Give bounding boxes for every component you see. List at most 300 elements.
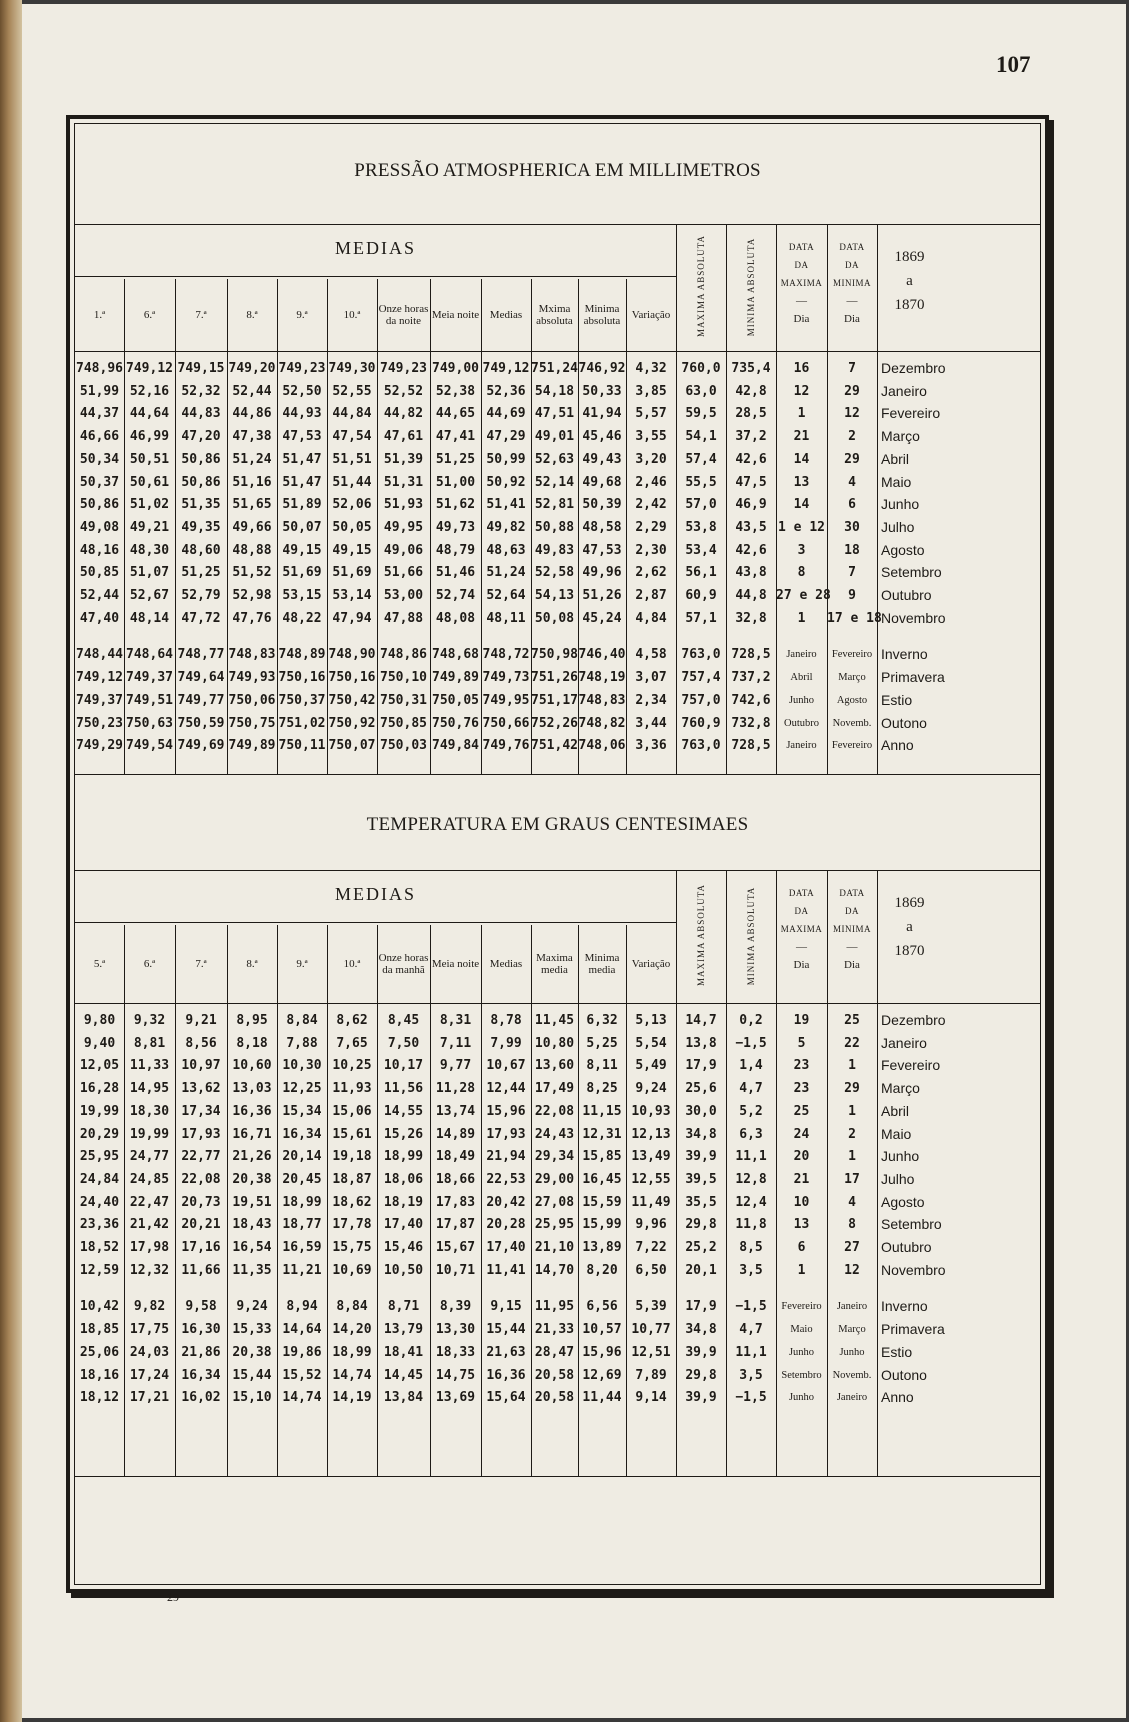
temperature-cell-13: 11,8 xyxy=(735,1217,767,1233)
temperature-cell-12: 20,1 xyxy=(685,1262,717,1278)
pressure-cell-7: 748,68 xyxy=(432,647,479,663)
temperature-cell-11: 10,77 xyxy=(631,1322,671,1338)
pressure-section xyxy=(75,124,1040,814)
temperature-cell-0: 25,06 xyxy=(79,1344,120,1360)
temperature-cell-10: 15,96 xyxy=(582,1344,622,1360)
pressure-cell-14: 1 xyxy=(797,610,806,626)
temperature-cell-12: 35,5 xyxy=(685,1194,717,1210)
temperature-cell-8: 8,78 xyxy=(490,1013,522,1028)
pressure-cell-6: 750,85 xyxy=(380,715,427,731)
temperature-cell-7: 11,28 xyxy=(435,1081,476,1097)
temperature-cell-0: 18,85 xyxy=(79,1322,120,1338)
pressure-cell-2: 47,20 xyxy=(181,429,221,445)
pressure-cell-16: Janeiro xyxy=(881,382,927,399)
temperature-cell-8: 17,93 xyxy=(486,1126,526,1142)
temperature-cell-6: 17,40 xyxy=(383,1217,424,1233)
pressure-cell-2: 750,59 xyxy=(177,715,225,731)
temperature-cell-3: 13,03 xyxy=(232,1081,272,1097)
pressure-cell-1: 749,37 xyxy=(126,670,173,686)
temperature-cell-16: Junho xyxy=(881,1148,920,1165)
temperature-cell-9: 22,08 xyxy=(534,1103,575,1119)
pressure-cell-14: 1 xyxy=(797,406,806,422)
pressure-cell-2: 52,32 xyxy=(181,383,221,399)
temperature-cell-15: Janeiro xyxy=(836,1301,868,1313)
temperature-cell-12: 39,5 xyxy=(685,1171,717,1187)
pressure-cell-6: 52,52 xyxy=(383,383,424,399)
temperature-cell-7: 18,33 xyxy=(435,1344,476,1360)
temperature-section xyxy=(75,814,1040,1584)
pressure-cell-12: 757,0 xyxy=(681,692,721,708)
pressure-cell-0: 749,12 xyxy=(76,670,123,686)
pressure-rot-header-1: MINIMA ABSOLUTA xyxy=(746,237,756,336)
temperature-cell-16: Maio xyxy=(881,1125,912,1142)
temperature-table-row xyxy=(75,1145,1040,1168)
pressure-cell-3: 52,98 xyxy=(232,588,272,603)
temperature-cell-7: 17,87 xyxy=(435,1217,476,1233)
temperature-cell-13: 5,2 xyxy=(739,1103,763,1119)
pressure-cell-5: 51,51 xyxy=(332,451,372,467)
temperature-cell-10: 11,44 xyxy=(582,1390,622,1406)
pressure-cell-15: 6 xyxy=(848,497,856,513)
temperature-cell-3: 20,38 xyxy=(232,1171,272,1187)
temperature-cell-15: Novemb. xyxy=(832,1369,872,1381)
pressure-table-row xyxy=(75,493,1040,516)
temperature-cell-0: 9,40 xyxy=(83,1035,116,1051)
pressure-cell-1: 51,07 xyxy=(129,565,170,581)
temperature-header-7: Meia noite xyxy=(431,958,480,970)
temperature-cell-11: 12,13 xyxy=(631,1126,671,1142)
pressure-medias-label: MEDIAS xyxy=(334,238,416,258)
pressure-data_min-line-3: — xyxy=(846,295,858,307)
pressure-cell-1: 51,02 xyxy=(129,497,170,513)
pressure-cell-15: 2 xyxy=(848,429,856,445)
temperature-data_max-line-0: DATA xyxy=(788,888,815,898)
temperature-cell-8: 20,42 xyxy=(486,1194,526,1210)
pressure-table-row xyxy=(75,561,1040,584)
temperature-header-8: Medias xyxy=(489,958,523,970)
pressure-cell-5: 47,94 xyxy=(332,610,372,626)
temperature-cell-10: 6,56 xyxy=(586,1299,618,1315)
pressure-header-4: 9.ª xyxy=(296,309,308,321)
pressure-cell-16: Maio xyxy=(881,473,912,490)
temperature-cell-3: 8,95 xyxy=(236,1013,268,1028)
temperature-cell-6: 18,19 xyxy=(383,1194,424,1210)
temperature-cell-4: 20,14 xyxy=(282,1149,322,1165)
temperature-cell-3: 16,71 xyxy=(232,1126,272,1142)
temperature-cell-5: 15,75 xyxy=(332,1240,372,1255)
temperature-cell-16: Abril xyxy=(881,1102,910,1119)
pressure-cell-2: 50,86 xyxy=(181,474,221,490)
pressure-cell-7: 52,38 xyxy=(435,383,476,399)
pressure-cell-14: 8 xyxy=(797,565,806,581)
temperature-cell-16: Janeiro xyxy=(881,1034,927,1051)
pressure-cell-13: 737,2 xyxy=(731,670,771,686)
pressure-header-6: Onze horas da noite xyxy=(378,303,429,327)
temperature-cell-7: 13,74 xyxy=(435,1103,476,1119)
temperature-data_max-line-4: Dia xyxy=(793,959,810,971)
pressure-cell-11: 3,44 xyxy=(635,715,667,731)
temperature-cell-6: 7,50 xyxy=(387,1035,420,1051)
temperature-cell-0: 12,05 xyxy=(79,1058,120,1074)
pressure-cell-5: 51,44 xyxy=(332,474,372,490)
temperature-cell-14: Maio xyxy=(790,1324,813,1336)
temperature-cell-16: Março xyxy=(881,1080,920,1097)
temperature-cell-12: 25,2 xyxy=(685,1240,717,1255)
pressure-cell-10: 51,26 xyxy=(582,588,622,603)
temperature-year-label-0: 1869 xyxy=(894,895,925,911)
temperature-table-row xyxy=(75,1236,1040,1259)
pressure-cell-1: 50,61 xyxy=(129,474,170,490)
temperature-cell-11: 13,49 xyxy=(631,1149,671,1165)
pressure-cell-0: 50,37 xyxy=(79,474,120,490)
temperature-cell-5: 10,25 xyxy=(332,1058,372,1074)
pressure-cell-6: 49,06 xyxy=(383,542,424,558)
pressure-cell-2: 749,77 xyxy=(177,692,225,708)
pressure-cell-3: 52,44 xyxy=(232,383,272,399)
pressure-cell-16: Anno xyxy=(881,737,914,754)
pressure-cell-0: 49,08 xyxy=(79,519,120,535)
pressure-cell-13: 37,2 xyxy=(735,429,767,445)
pressure-table-row xyxy=(75,516,1040,539)
pressure-cell-16: Primavera xyxy=(881,669,945,686)
table-inner-border xyxy=(74,123,1041,1585)
temperature-cell-11: 5,49 xyxy=(635,1058,667,1074)
temperature-cell-8: 11,41 xyxy=(486,1262,526,1278)
temperature-cell-2: 22,08 xyxy=(181,1171,221,1187)
pressure-cell-3: 749,20 xyxy=(228,361,276,376)
temperature-medias-label: MEDIAS xyxy=(334,884,416,904)
temperature-table-row xyxy=(75,1054,1040,1077)
temperature-cell-12: 29,8 xyxy=(685,1217,717,1233)
temperature-table-row xyxy=(75,1259,1040,1282)
temperature-year-label-1: a xyxy=(906,919,913,935)
temperature-cell-3: 16,36 xyxy=(232,1103,272,1119)
temperature-cell-9: 13,60 xyxy=(534,1058,575,1074)
pressure-cell-2: 51,25 xyxy=(181,565,221,581)
temperature-cell-13: 12,8 xyxy=(735,1171,767,1187)
pressure-cell-1: 50,51 xyxy=(129,451,170,467)
pressure-cell-0: 750,23 xyxy=(76,715,123,731)
pressure-cell-8: 749,95 xyxy=(482,692,530,708)
temperature-cell-9: 29,34 xyxy=(534,1149,575,1165)
temperature-cell-14: 6 xyxy=(797,1240,806,1255)
pressure-cell-6: 51,31 xyxy=(383,474,424,490)
temperature-cell-12: 34,8 xyxy=(685,1126,717,1142)
pressure-cell-0: 51,99 xyxy=(79,383,120,399)
temperature-cell-14: 21 xyxy=(793,1171,810,1187)
pressure-cell-11: 2,62 xyxy=(635,565,667,581)
temperature-cell-1: 19,99 xyxy=(129,1126,170,1142)
pressure-cell-4: 750,16 xyxy=(278,670,326,686)
pressure-cell-1: 48,30 xyxy=(129,542,170,558)
temperature-cell-14: Fevereiro xyxy=(781,1301,822,1313)
pressure-cell-13: 43,8 xyxy=(735,565,767,581)
pressure-cell-4: 51,69 xyxy=(282,565,322,581)
temperature-cell-5: 15,61 xyxy=(332,1126,372,1142)
pressure-cell-11: 5,57 xyxy=(635,406,667,422)
temperature-cell-10: 12,69 xyxy=(582,1367,622,1383)
pressure-cell-11: 2,29 xyxy=(635,519,667,535)
pressure-cell-4: 48,22 xyxy=(282,610,322,626)
pressure-header-8: Medias xyxy=(489,309,523,321)
pressure-cell-9: 52,81 xyxy=(534,497,575,513)
temperature-cell-6: 10,50 xyxy=(383,1262,424,1278)
temperature-cell-2: 16,30 xyxy=(181,1322,221,1338)
temperature-cell-16: Novembro xyxy=(881,1261,946,1278)
pressure-data_max-line-2: MAXIMA xyxy=(780,278,823,288)
temperature-cell-8: 15,64 xyxy=(486,1390,526,1406)
pressure-cell-12: 56,1 xyxy=(685,565,717,581)
pressure-cell-0: 749,37 xyxy=(76,692,123,708)
pressure-year-label-0: 1869 xyxy=(894,249,925,265)
pressure-cell-1: 48,14 xyxy=(129,610,170,626)
pressure-cell-0: 50,34 xyxy=(79,451,120,467)
temperature-cell-7: 9,77 xyxy=(439,1058,472,1074)
temperature-cell-12: 39,9 xyxy=(685,1344,717,1360)
pressure-cell-14: 12 xyxy=(793,383,810,399)
pressure-cell-2: 52,79 xyxy=(181,588,221,603)
pressure-cell-6: 51,39 xyxy=(383,451,424,467)
pressure-cell-6: 47,88 xyxy=(383,610,424,626)
temperature-cell-4: 10,30 xyxy=(282,1058,322,1074)
temperature-cell-4: 8,84 xyxy=(286,1013,318,1028)
temperature-data_max-line-1: DA xyxy=(794,906,809,916)
temperature-cell-12: 29,8 xyxy=(685,1367,717,1383)
temperature-cell-9: 20,58 xyxy=(534,1390,575,1406)
temperature-cell-12: 17,9 xyxy=(685,1299,717,1315)
temperature-table-row xyxy=(75,1009,1040,1032)
temperature-cell-13: 8,5 xyxy=(739,1240,763,1255)
pressure-cell-16: Fevereiro xyxy=(881,405,941,422)
temperature-cell-0: 25,95 xyxy=(79,1149,120,1165)
pressure-cell-10: 48,58 xyxy=(582,519,622,535)
temperature-cell-6: 11,56 xyxy=(383,1081,424,1097)
temperature-cell-5: 10,69 xyxy=(332,1262,372,1278)
pressure-cell-11: 2,87 xyxy=(635,588,667,603)
temperature-cell-8: 9,15 xyxy=(490,1299,522,1315)
pressure-cell-2: 51,35 xyxy=(181,497,221,513)
pressure-cell-2: 749,69 xyxy=(177,738,225,754)
temperature-cell-5: 15,06 xyxy=(332,1103,372,1119)
pressure-year-label-2: 1870 xyxy=(894,297,925,313)
temperature-cell-13: 3,5 xyxy=(739,1367,763,1383)
pressure-cell-0: 748,44 xyxy=(76,647,123,663)
temperature-header-4: 9.ª xyxy=(296,958,308,970)
temperature-cell-13: −1,5 xyxy=(735,1390,767,1406)
pressure-cell-13: 47,5 xyxy=(735,474,767,490)
pressure-cell-8: 51,41 xyxy=(486,497,526,513)
pressure-cell-4: 49,15 xyxy=(282,542,322,558)
temperature-medias-rule xyxy=(75,922,676,923)
temperature-cell-6: 18,99 xyxy=(383,1149,424,1165)
temperature-cell-13: 4,7 xyxy=(739,1322,763,1338)
pressure-cell-5: 44,84 xyxy=(332,406,372,422)
pressure-cell-7: 749,84 xyxy=(432,738,479,754)
pressure-cell-6: 44,82 xyxy=(383,406,424,422)
temperature-header-1: 6.ª xyxy=(143,958,156,970)
pressure-cell-1: 52,67 xyxy=(129,588,170,603)
temperature-data_min-line-1: DA xyxy=(845,906,859,916)
pressure-data_min-line-0: DATA xyxy=(839,242,865,252)
temperature-cell-2: 10,97 xyxy=(181,1058,221,1074)
temperature-year-label-2: 1870 xyxy=(894,943,925,959)
pressure-cell-7: 49,73 xyxy=(435,519,476,535)
temperature-cell-12: 30,0 xyxy=(685,1103,717,1119)
temperature-cell-7: 13,69 xyxy=(435,1390,476,1406)
pressure-cell-3: 48,88 xyxy=(232,542,272,558)
pressure-cell-7: 750,05 xyxy=(432,692,479,708)
pressure-cell-13: 728,5 xyxy=(731,738,771,754)
temperature-cell-16: Dezembro xyxy=(881,1012,946,1028)
pressure-cell-2: 748,77 xyxy=(177,647,225,663)
temperature-cell-0: 16,28 xyxy=(79,1081,120,1097)
temperature-header-11: Variação xyxy=(631,958,671,970)
pressure-cell-12: 760,9 xyxy=(681,715,721,731)
pressure-cell-15: 9 xyxy=(848,588,856,603)
temperature-cell-6: 15,26 xyxy=(383,1126,424,1142)
pressure-cell-7: 52,74 xyxy=(435,588,476,603)
pressure-cell-16: Março xyxy=(881,428,920,445)
temperature-cell-5: 18,62 xyxy=(332,1194,372,1210)
temperature-cell-15: 1 xyxy=(848,1103,856,1119)
temperature-cell-12: 39,9 xyxy=(685,1390,717,1406)
pressure-cell-5: 47,54 xyxy=(332,429,372,445)
temperature-cell-10: 10,57 xyxy=(582,1322,622,1338)
pressure-data_max-line-1: DA xyxy=(794,260,809,270)
pressure-cell-10: 746,40 xyxy=(578,647,626,663)
pressure-cell-4: 51,89 xyxy=(282,497,322,513)
pressure-table-row xyxy=(75,425,1040,448)
temperature-cell-4: 8,94 xyxy=(286,1299,318,1315)
pressure-cell-3: 749,93 xyxy=(228,670,276,686)
footer-mark: 29 xyxy=(167,1590,179,1604)
temperature-cell-14: 25 xyxy=(793,1103,810,1119)
temperature-cell-0: 24,40 xyxy=(79,1194,120,1210)
pressure-cell-10: 748,19 xyxy=(578,670,626,686)
pressure-cell-11: 4,58 xyxy=(635,647,667,663)
temperature-cell-2: 9,58 xyxy=(185,1299,217,1315)
pressure-cell-15: Fevereiro xyxy=(831,649,873,661)
pressure-cell-5: 750,16 xyxy=(328,670,376,686)
temperature-cell-8: 16,36 xyxy=(486,1367,526,1383)
pressure-header-5: 10.ª xyxy=(343,309,361,321)
pressure-cell-15: 30 xyxy=(844,519,860,535)
pressure-cell-13: 42,6 xyxy=(735,451,767,467)
pressure-cell-15: 12 xyxy=(844,406,860,422)
temperature-cell-10: 13,89 xyxy=(582,1240,622,1255)
temperature-cell-10: 12,31 xyxy=(582,1126,622,1142)
temperature-season-row xyxy=(75,1341,1040,1364)
pressure-cell-9: 54,18 xyxy=(534,383,575,399)
pressure-header-11: Variação xyxy=(631,309,671,321)
temperature-cell-5: 18,87 xyxy=(332,1171,372,1187)
pressure-cell-2: 749,15 xyxy=(177,361,225,376)
pressure-cell-8: 52,36 xyxy=(486,383,526,399)
pressure-cell-6: 47,61 xyxy=(383,429,424,445)
temperature-cell-13: 6,3 xyxy=(739,1126,763,1142)
temperature-header-9: Maxima media xyxy=(536,952,573,976)
pressure-cell-4: 751,02 xyxy=(278,715,326,731)
temperature-cell-1: 24,77 xyxy=(129,1149,170,1165)
pressure-cell-13: 28,5 xyxy=(735,406,767,422)
pressure-header-2: 7.ª xyxy=(195,309,207,321)
pressure-header-10: Minima absoluta xyxy=(583,303,621,327)
temperature-cell-7: 7,11 xyxy=(439,1035,472,1051)
pressure-cell-3: 750,75 xyxy=(228,715,276,731)
pressure-cell-8: 749,73 xyxy=(482,670,530,686)
temperature-cell-8: 21,63 xyxy=(486,1344,526,1360)
temperature-cell-12: 14,7 xyxy=(685,1013,717,1028)
pressure-cell-11: 3,20 xyxy=(635,451,667,467)
pressure-data_max-line-4: Dia xyxy=(793,313,810,325)
pressure-cell-0: 52,44 xyxy=(79,588,120,603)
temperature-cell-5: 7,65 xyxy=(336,1035,368,1051)
pressure-cell-15: 7 xyxy=(848,361,856,376)
temperature-cell-16: Setembro xyxy=(881,1216,942,1233)
pressure-cell-8: 52,64 xyxy=(486,588,526,603)
temperature-cell-14: 23 xyxy=(793,1058,810,1074)
temperature-cell-6: 13,79 xyxy=(383,1322,424,1338)
pressure-cell-13: 42,8 xyxy=(735,383,767,399)
pressure-cell-13: 42,6 xyxy=(735,542,767,558)
pressure-season-row xyxy=(75,689,1040,712)
temperature-cell-13: 11,1 xyxy=(735,1149,767,1165)
temperature-cell-15: Março xyxy=(838,1324,866,1336)
temperature-cell-1: 9,82 xyxy=(133,1299,166,1315)
pressure-cell-13: 32,8 xyxy=(735,610,767,626)
pressure-cell-7: 749,89 xyxy=(432,670,479,686)
pressure-header-bottom-rule xyxy=(75,351,1040,352)
pressure-cell-15: 7 xyxy=(848,565,856,581)
pressure-cell-3: 51,16 xyxy=(232,474,272,490)
temperature-cell-11: 7,22 xyxy=(635,1240,667,1255)
pressure-cell-16: Novembro xyxy=(881,609,946,626)
pressure-cell-10: 746,92 xyxy=(578,361,626,376)
pressure-cell-10: 50,33 xyxy=(582,383,622,399)
pressure-cell-14: Janeiro xyxy=(786,740,817,752)
pressure-cell-0: 748,96 xyxy=(76,361,123,376)
pressure-cell-8: 51,24 xyxy=(486,565,526,581)
pressure-cell-7: 749,00 xyxy=(432,361,479,376)
temperature-cell-16: Outubro xyxy=(881,1239,932,1255)
pressure-cell-5: 750,92 xyxy=(328,715,376,731)
temperature-cell-4: 15,52 xyxy=(282,1367,322,1383)
pressure-cell-11: 2,34 xyxy=(635,692,667,708)
pressure-cell-5: 750,07 xyxy=(328,738,376,754)
temperature-cell-15: 27 xyxy=(844,1240,860,1255)
pressure-cell-16: Dezembro xyxy=(881,360,946,376)
temperature-cell-1: 17,75 xyxy=(129,1322,170,1338)
pressure-data_min-line-2: MINIMA xyxy=(833,278,871,288)
temperature-cell-13: −1,5 xyxy=(735,1299,767,1315)
pressure-cell-14: Janeiro xyxy=(786,649,817,661)
temperature-data_max-line-3: — xyxy=(796,941,807,953)
temperature-cell-13: 3,5 xyxy=(739,1262,763,1278)
temperature-cell-11: 9,24 xyxy=(635,1081,667,1097)
pressure-cell-1: 49,21 xyxy=(129,519,170,535)
pressure-cell-9: 47,51 xyxy=(534,406,575,422)
pressure-header-1: 6.ª xyxy=(143,309,156,321)
temperature-cell-7: 15,67 xyxy=(435,1240,476,1255)
pressure-table-row xyxy=(75,402,1040,425)
temperature-cell-11: 5,39 xyxy=(635,1299,667,1315)
temperature-cell-16: Julho xyxy=(881,1170,915,1187)
temperature-cell-11: 12,55 xyxy=(631,1171,671,1187)
temperature-cell-1: 17,21 xyxy=(129,1390,170,1406)
temperature-cell-3: 11,35 xyxy=(232,1262,272,1278)
temperature-rule-top xyxy=(75,870,1040,871)
temperature-cell-7: 13,30 xyxy=(435,1322,476,1338)
